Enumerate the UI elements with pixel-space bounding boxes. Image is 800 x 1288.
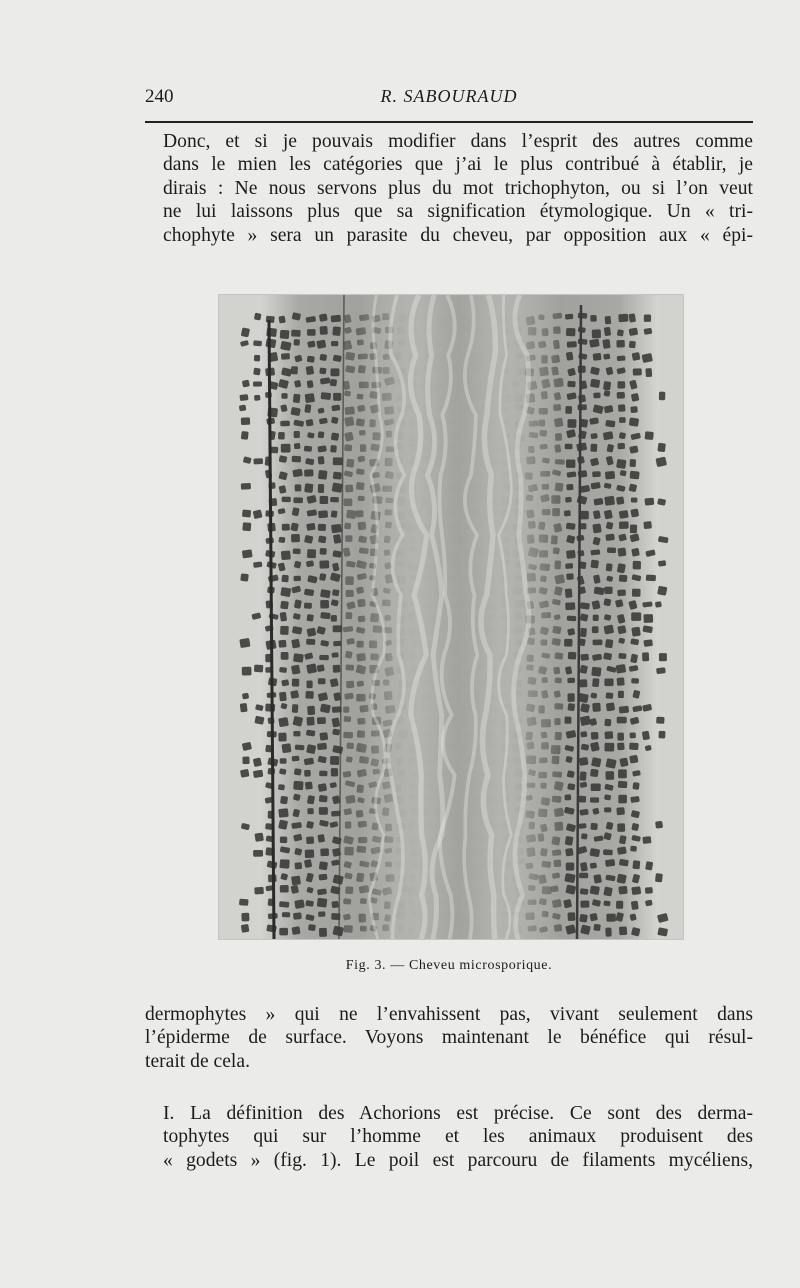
paragraph-middle — [145, 1003, 753, 1073]
paragraph-bottom — [145, 1102, 753, 1172]
text-line: dans le mien les catégories que j’ai le plus contribué à établir, je — [163, 154, 753, 176]
hair-micrograph-illustration — [219, 295, 683, 939]
text-line: I. La définition des Achorions est précise. Ce sont des derma- — [163, 1103, 753, 1124]
text-line: « godets » (fig. 1). Le poil est parcouru de filaments mycéliens, — [163, 1149, 753, 1171]
text-line: chophyte » sera un parasite du cheveu, par opposition aux « épi- — [163, 224, 753, 246]
text-line: dermophytes » qui ne l’envahissent pas, vivant seulement dans — [145, 1004, 753, 1025]
running-head — [145, 82, 753, 112]
text-line: dirais : Ne nous servons plus du mot trichophyton, ou si l’on veut — [163, 177, 753, 199]
figure-photograph — [219, 295, 683, 939]
header-rule — [145, 121, 753, 123]
text-line: Donc, et si je pouvais modifier dans l’esprit des autres comme — [163, 131, 753, 152]
text-line: l’épiderme de surface. Voyons maintenant le bénéfice qui résul- — [145, 1027, 753, 1049]
figure-caption: Fig. 3. — Cheveu microsporique. — [345, 958, 553, 973]
text-line: ne lui laissons plus que sa signification étymologique. Un « tri- — [163, 201, 753, 223]
paragraph-top — [145, 130, 753, 247]
running-title: R. SABOURAUD — [380, 86, 518, 106]
text-line: tophytes qui sur l’homme et les animaux produisent des — [163, 1126, 753, 1148]
page-number: 240 — [145, 86, 174, 107]
text-line: terait de cela. — [145, 1050, 250, 1072]
